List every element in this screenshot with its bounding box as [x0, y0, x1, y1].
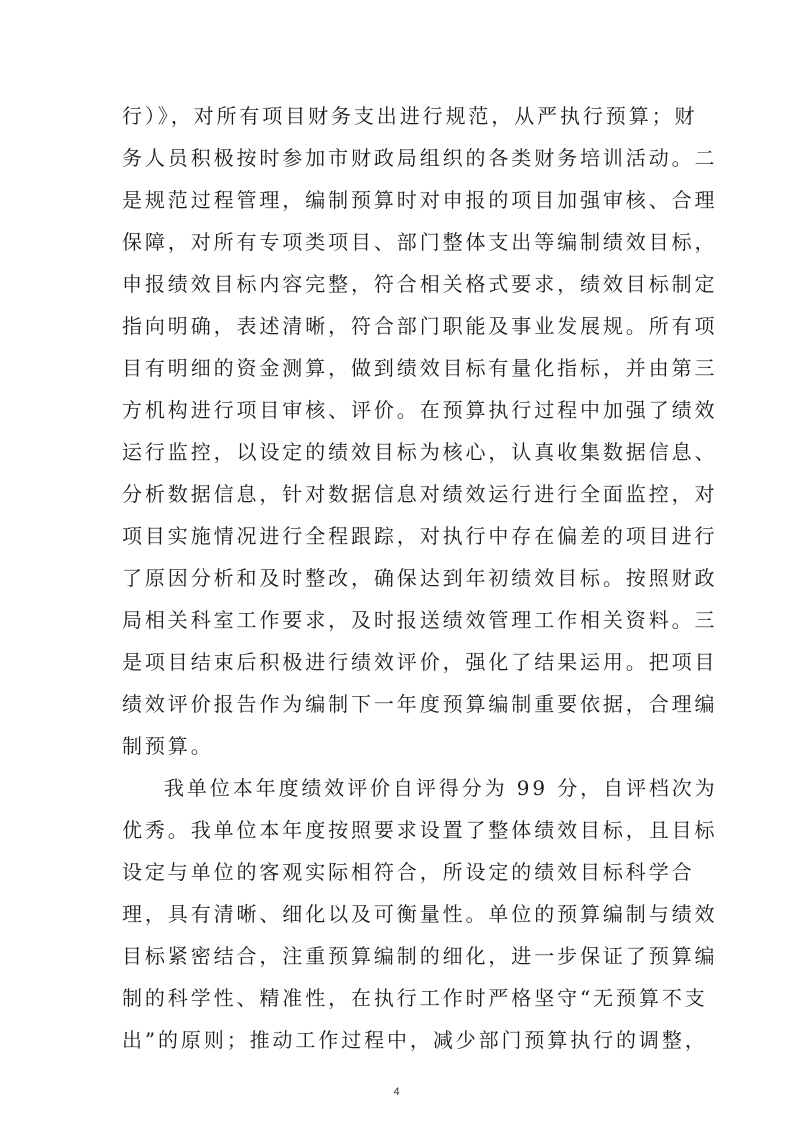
text-line: 理，具有清晰、细化以及可衡量性。单位的预算编制与绩效: [122, 902, 718, 926]
text-line: 分析数据信息，针对数据信息对绩效运行进行全面监控，对: [122, 482, 718, 506]
text-line: 指向明确，表述清晰，符合部门职能及事业发展规。所有项: [122, 314, 718, 338]
page-number: 4: [393, 1086, 400, 1098]
text-line: 制预算。: [122, 734, 214, 758]
text-line: 运行监控，以设定的绩效目标为核心，认真收集数据信息、: [122, 440, 718, 464]
text-line: 方机构进行项目审核、评价。在预算执行过程中加强了绩效: [122, 398, 718, 422]
text-line: 了原因分析和及时整改，确保达到年初绩效目标。按照财政: [122, 566, 718, 590]
text-line: 保障，对所有专项类项目、部门整体支出等编制绩效目标，: [122, 230, 718, 254]
text-line: 申报绩效目标内容完整，符合相关格式要求，绩效目标制定: [122, 272, 718, 296]
text-line: 行）》，对所有项目财务支出进行规范，从严执行预算；财: [122, 104, 698, 128]
text-line: 目标紧密结合，注重预算编制的细化，进一步保证了预算编: [122, 944, 718, 968]
paragraph-first-line: 我单位本年度绩效评价自评得分为 99 分，自评档次为: [164, 776, 718, 800]
text-line: 出”的原则；推动工作过程中，减少部门预算执行的调整，: [122, 1028, 708, 1052]
text-line: 制的科学性、精准性，在执行工作时严格坚守“无预算不支: [122, 986, 708, 1010]
text-line: 局相关科室工作要求，及时报送绩效管理工作相关资料。三: [122, 608, 718, 632]
text-line: 优秀。我单位本年度按照要求设置了整体绩效目标，且目标: [122, 818, 718, 842]
text-line: 项目实施情况进行全程跟踪，对执行中存在偏差的项目进行: [122, 524, 718, 548]
text-line: 务人员积极按时参加市财政局组织的各类财务培训活动。二: [122, 146, 718, 170]
text-line: 目有明细的资金测算，做到绩效目标有量化指标，并由第三: [122, 356, 718, 380]
text-line: 是项目结束后积极进行绩效评价，强化了结果运用。把项目: [122, 650, 718, 674]
text-line: 绩效评价报告作为编制下一年度预算编制重要依据，合理编: [122, 692, 718, 716]
text-line: 设定与单位的客观实际相符合，所设定的绩效目标科学合: [122, 860, 695, 884]
text-line: 是规范过程管理，编制预算时对申报的项目加强审核、合理: [122, 188, 718, 212]
